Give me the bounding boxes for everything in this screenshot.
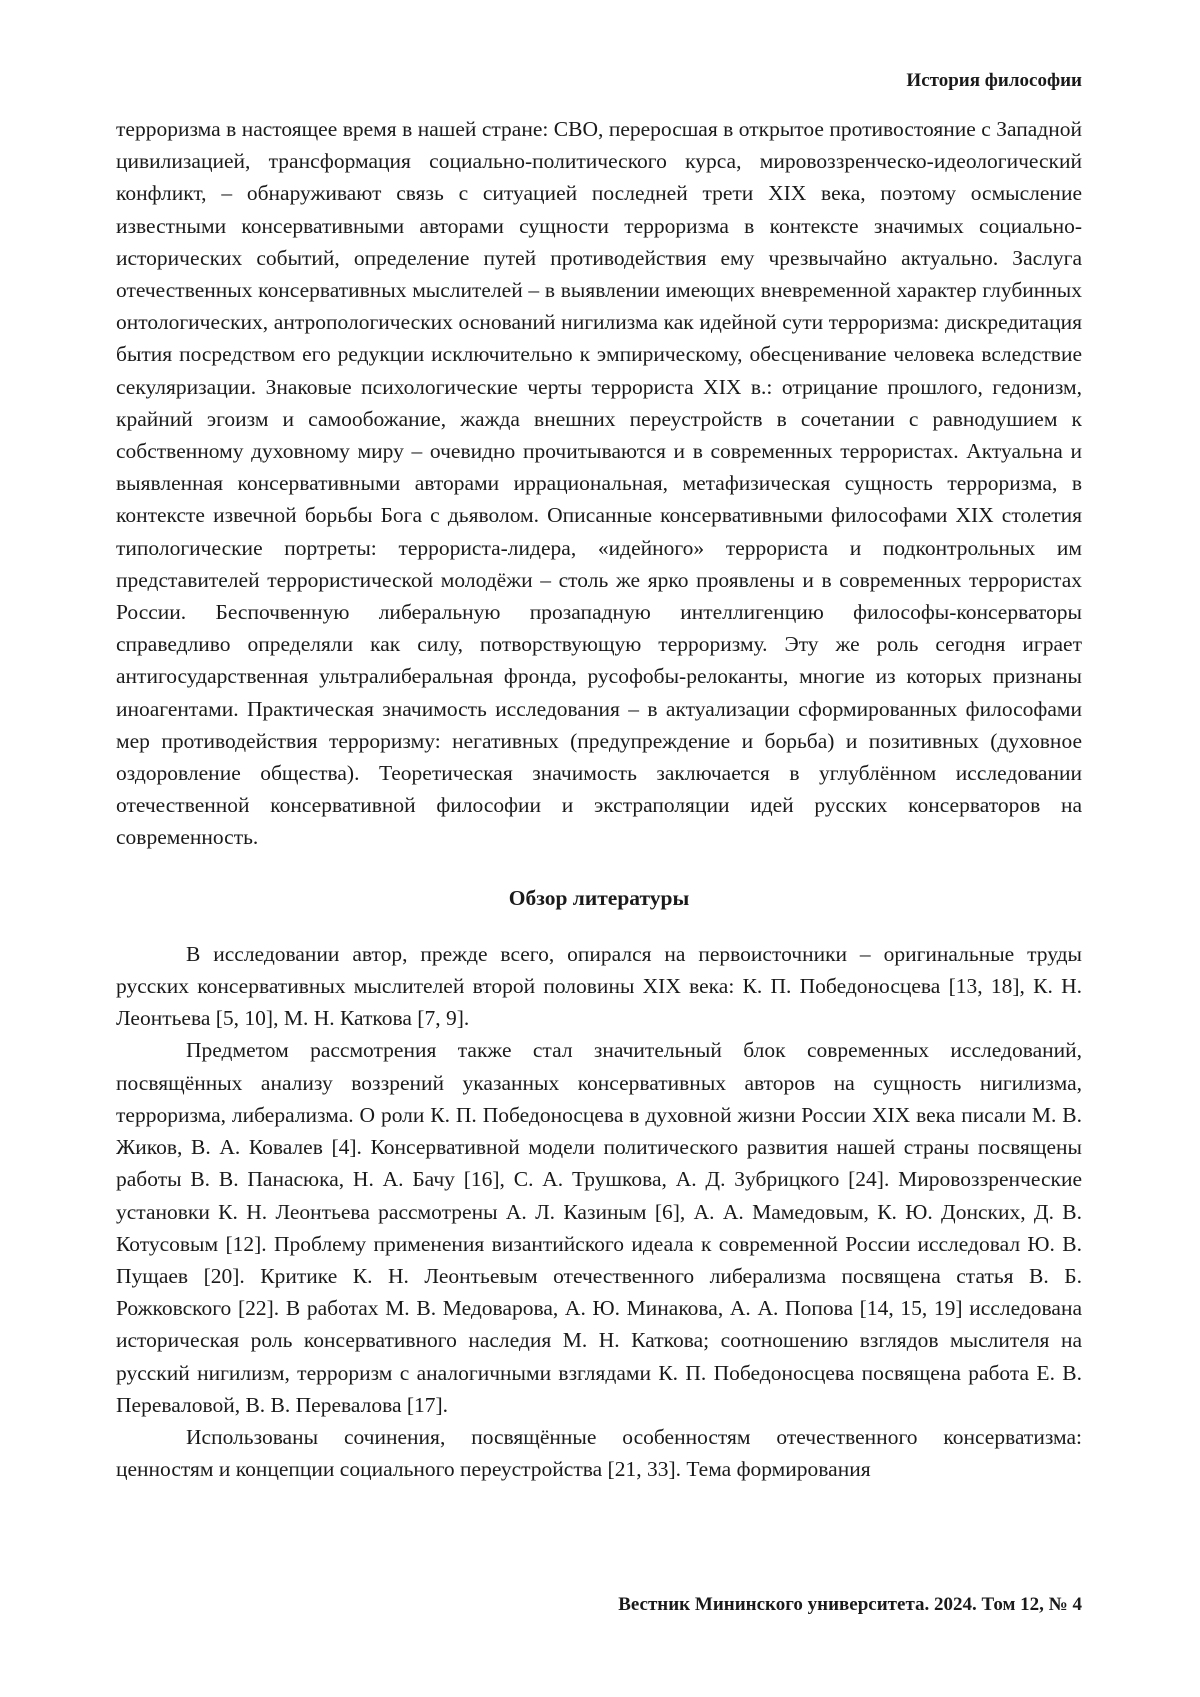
running-footer: Вестник Мининского университета. 2024. Том 12, № 4 — [618, 1594, 1082, 1616]
paragraph-primary-sources: В исследовании автор, прежде всего, опирался на первоисточники – оригинальные труды русских консервативных мыслителей второй половины XIX века: К. П. Победоносцева [13, 18], К. Н. Леонтьева [5, 10], М. Н. Каткова [7, 9]. — [116, 938, 1082, 1035]
running-header: История философии — [906, 70, 1082, 92]
article-body — [116, 113, 1082, 1485]
paragraph-works-used: Использованы сочинения, посвящённые особенностям отечественного консерватизма: ценностям и концепции социального переустройства [21, 33]. Тема формирования — [116, 1421, 1082, 1485]
paragraph-continued: терроризма в настоящее время в нашей стране: СВО, переросшая в открытое противостояние с Западной цивилизацией, трансформация социально-политического курса, мировоззренческо-идеологический конфликт, – обнаруживают связь с ситуацией последней трети XIX века, поэтому осмысление известными консервативными авторами сущности терроризма в контексте значимых социально-исторических событий, определение путей противодействия ему чрезвычайно актуально. Заслуга отечественных консервативных мыслителей – в выявлении имеющих вневременной характер глубинных онтологических, антропологических оснований нигилизма как идейной сути терроризма: дискредитация бытия посредством его редукции исключительно к эмпирическому, обесценивание человека вследствие секуляризации. Знаковые психологические черты террориста XIX в.: отрицание прошлого, гедонизм, крайний эгоизм и самообожание, жажда внешних переустройств в сочетании с равнодушием к собственному духовному миру – очевидно прочитываются и в современных террористах. Актуальна и выявленная консервативными авторами иррациональная, метафизическая сущность терроризма, в контексте извечной борьбы Бога с дьяволом. Описанные консервативными философами XIX столетия типологические портреты: террориста-лидера, «идейного» террориста и подконтрольных им представителей террористической молодёжи – столь же ярко проявлены и в современных террористах России. Беспочвенную либеральную прозападную интеллигенцию философы-консерваторы справедливо определяли как силу, потворствующую терроризму. Эту же роль сегодня играет антигосударственная ультралиберальная фронда, русофобы-релоканты, многие из которых признаны иноагентами. Практическая значимость исследования – в актуализации сформированных философами мер противодействия терроризму: негативных (предупреждение и борьба) и позитивных (духовное оздоровление общества). Теоретическая значимость заключается в углублённом исследовании отечественной консервативной философии и экстраполяции идей русских консерваторов на современность. — [116, 113, 1082, 854]
section-heading: Обзор литературы — [116, 882, 1082, 914]
paragraph-modern-studies: Предметом рассмотрения также стал значительный блок современных исследований, посвящённых анализу воззрений указанных консервативных авторов на сущность нигилизма, терроризма, либерализма. О роли К. П. Победоносцева в духовной жизни России XIX века писали М. В. Жиков, В. А. Ковалев [4]. Консервативной модели политического развития нашей страны посвящены работы В. В. Панасюка, Н. А. Бачу [16], С. А. Трушкова, А. Д. Зубрицкого [24]. Мировоззренческие установки К. Н. Леонтьева рассмотрены А. Л. Казиным [6], А. А. Мамедовым, К. Ю. Донских, Д. В. Котусовым [12]. Проблему применения византийского идеала к современной России исследовал Ю. В. Пущаев [20]. Критике К. Н. Леонтьевым отечественного либерализма посвящена статья В. Б. Рожковского [22]. В работах М. В. Медоварова, А. Ю. Минакова, А. А. Попова [14, 15, 19] исследована историческая роль консервативного наследия М. Н. Каткова; соотношению взглядов мыслителя на русский нигилизм, терроризм с аналогичными взглядами К. П. Победоносцева посвящена работа Е. В. Переваловой, В. В. Перевалова [17]. — [116, 1034, 1082, 1420]
journal-page — [0, 0, 1200, 1697]
